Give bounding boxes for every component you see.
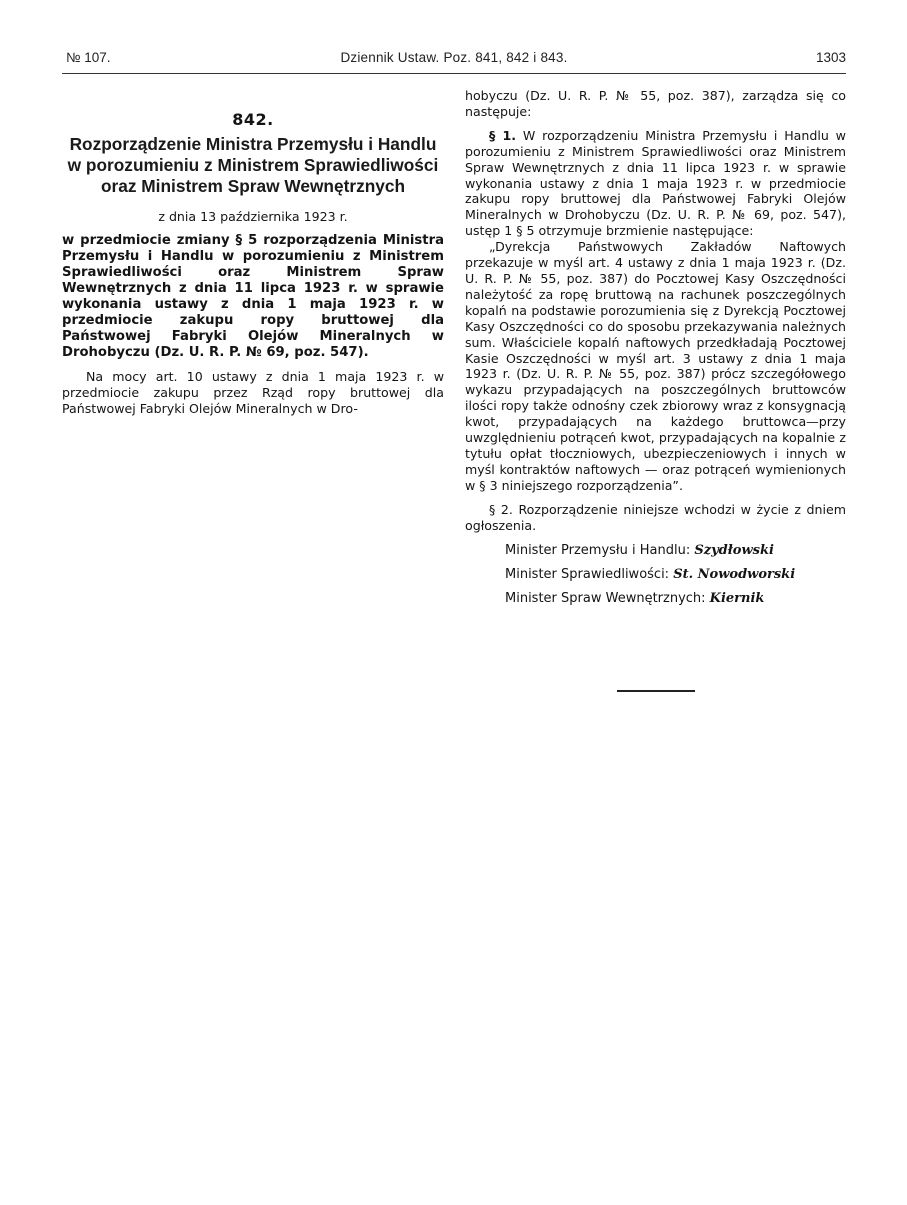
right-column bbox=[465, 88, 846, 611]
page-number: 1303 bbox=[815, 50, 846, 65]
signatures bbox=[465, 539, 846, 611]
end-rule bbox=[617, 690, 695, 692]
regulation-title: Rozporządzenie Ministra Przemysłu i Handlu w porozumieniu z Ministrem Sprawiedliwości oraz Ministrem Spraw Wewnętrznych bbox=[67, 133, 439, 196]
page-header bbox=[62, 50, 846, 70]
section-1-text: W rozporządzeniu Ministra Przemysłu i Handlu w porozumieniu z Ministrem Sprawiedliwości oraz Ministrem Spraw Wewnętrznych z dnia 11 lipca 1923 r. w sprawie wykonania ustawy z dnia 1 maja 1923 r. w przedmiocie zakupu ropy bruttowej dla Państwowej Fabryki Olejów Mineralnych w Drohobyczu (Dz. U. R. P. № 69, poz. 547), ustęp 1 § 5 otrzymuje brzmienie następujące: bbox=[465, 127, 846, 239]
signature-line bbox=[505, 539, 846, 563]
issue-number: № 107. bbox=[66, 50, 111, 65]
signature-name: St. Nowodworski bbox=[673, 567, 796, 583]
signature-role: Minister Spraw Wewnętrznych: bbox=[505, 591, 706, 607]
intro-paragraph-start: Na mocy art. 10 ustawy z dnia 1 maja 1923 r. w przedmiocie zakupu przez Rząd ropy bruttowej dla Państwowej Fabryki Olejów Mineralnych w Dro- bbox=[62, 368, 444, 416]
section-1-label: § 1. bbox=[489, 127, 517, 143]
signature-line bbox=[505, 563, 846, 587]
signature-name: Szydłowski bbox=[694, 543, 774, 559]
regulation-date: z dnia 13 października 1923 r. bbox=[158, 208, 348, 224]
journal-title: Dziennik Ustaw. Poz. 841, 842 i 843. bbox=[340, 50, 568, 65]
signature-line bbox=[505, 587, 846, 611]
header-rule bbox=[62, 73, 846, 74]
quoted-provision: „Dyrekcja Państwowych Zakładów Naftowych przekazuje w myśl art. 4 ustawy z dnia 1 maja 1923 r. (Dz. U. R. P. № 55, poz. 387) do Pocztowej Kasy Oszczędności należytość za ropę bruttową na rachunek poszczególnych kopalń na podstawie porozumienia się z Dyrekcją Pocztowej Kasy Oszczędności co do sposobu przekazywania należnych sum. Właściciele kopalń naftowych przedkładają Pocztowej Kasie Oszczędności w myśl art. 3 ustawy z dnia 1 maja 1923 r. (Dz. U. R. P. № 55, poz. 387) prócz szczegółowego wykazu przypadających na poszczególnych bruttowców ilości ropy także odnośny czek zbiorowy wraz z konsygnacją kwot, przypadających na każdego bruttowca—przy uwzględnieniu potrąceń kwot, przypadających na kopalnie z tytułu opłat tłoczniowych, ubezpieczeniowych i innych w myśl kontraktów naftowych — oraz potrąceń wymienionych w § 3 niniejszego rozporządzenia”. bbox=[465, 239, 846, 493]
regulation-subject: w przedmiocie zmiany § 5 rozporządzenia Ministra Przemysłu i Handlu w porozumieniu z Ministrem Sprawiedliwości oraz Ministrem Spraw Wewnętrznych z dnia 11 lipca 1923 r. w sprawie wykonania ustawy z dnia 1 maja 1923 r. w przedmiocie zakupu ropy bruttowej dla Państwowej Fabryki Olejów Mineralnych w Drohobyczu (Dz. U. R. P. № 69, poz. 547). bbox=[62, 232, 444, 360]
signature-role: Minister Przemysłu i Handlu: bbox=[505, 543, 691, 559]
signature-role: Minister Sprawiedliwości: bbox=[505, 567, 670, 583]
section-1 bbox=[465, 128, 846, 239]
left-column bbox=[62, 88, 444, 417]
article-number: 842. bbox=[232, 110, 274, 129]
intro-paragraph-end: hobyczu (Dz. U. R. P. № 55, poz. 387), zarządza się co następuje: bbox=[465, 88, 846, 119]
section-2: § 2. Rozporządzenie niniejsze wchodzi w życie z dniem ogłoszenia. bbox=[465, 501, 846, 533]
signature-name: Kiernik bbox=[709, 591, 765, 607]
